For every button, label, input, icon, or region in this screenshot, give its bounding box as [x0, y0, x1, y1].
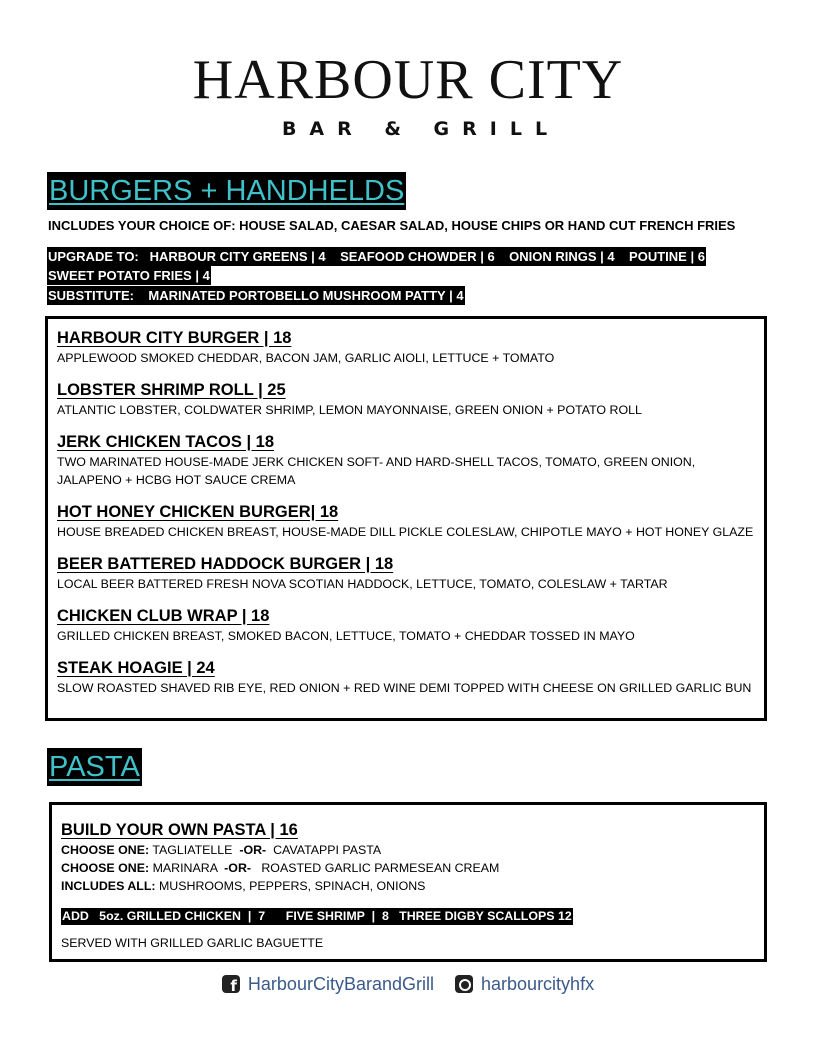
menu-item: [48, 605, 764, 645]
upgrade-line-2: SWEET POTATO FRIES | 4: [48, 268, 210, 283]
choice-option: ROASTED GARLIC PARMESEAN CREAM: [254, 861, 500, 875]
menu-item-title: LOBSTER SHRIMP ROLL | 25: [57, 381, 286, 399]
menu-item-description: SLOW ROASTED SHAVED RIB EYE, RED ONION + RED WINE DEMI TOPPED WITH CHEESE ON GRILLED GARLIC BUN: [57, 681, 752, 695]
menu-item: [48, 657, 764, 697]
facebook-handle: HarbourCityBarandGrill: [247, 974, 434, 995]
menu-item-description: HOUSE BREADED CHICKEN BREAST, HOUSE-MADE DILL PICKLE COLESLAW, CHIPOTLE MAYO + HOT HONEY GLAZE: [57, 525, 754, 539]
menu-item-description: APPLEWOOD SMOKED CHEDDAR, BACON JAM, GARLIC AIOLI, LETTUCE + TOMATO: [57, 351, 555, 365]
includes-label: INCLUDES ALL:: [61, 879, 156, 893]
menu-item-description: ATLANTIC LOBSTER, COLDWATER SHRIMP, LEMON MAYONNAISE, GREEN ONION + POTATO ROLL: [57, 403, 642, 417]
menu-item-title: JERK CHICKEN TACOS | 18: [57, 433, 275, 451]
menu-item: [48, 379, 764, 419]
instagram-icon: [455, 975, 473, 993]
burgers-menu-box: [45, 316, 767, 721]
section-heading-burgers: BURGERS + HANDHELDS: [47, 172, 406, 210]
pasta-item-title: BUILD YOUR OWN PASTA | 16: [61, 821, 298, 839]
instagram-handle: harbourcityhfx: [481, 974, 595, 995]
choice-option: TAGLIATELLE: [149, 843, 236, 857]
menu-item-description: LOCAL BEER BATTERED FRESH NOVA SCOTIAN HADDOCK, LETTUCE, TOMATO, COLESLAW + TARTAR: [57, 577, 668, 591]
facebook-icon: [222, 975, 240, 993]
choice-option: MARINARA: [149, 861, 221, 875]
menu-item-title: HOT HONEY CHICKEN BURGER| 18: [57, 503, 339, 521]
menu-item-title: BEER BATTERED HADDOCK BURGER | 18: [57, 555, 394, 573]
social-links: [0, 971, 816, 996]
menu-item: [48, 431, 764, 489]
pasta-includes: [61, 877, 755, 895]
restaurant-logo-subtitle: BAR & GRILL: [281, 118, 561, 140]
restaurant-logo-name: HARBOUR CITY: [192, 49, 624, 111]
section-heading-pasta: PASTA: [47, 748, 142, 786]
pasta-served-with: SERVED WITH GRILLED GARLIC BAGUETTE: [61, 936, 324, 950]
pasta-add-ons: ADD 5oz. GRILLED CHICKEN | 7 FIVE SHRIMP | 8 THREE DIGBY SCALLOPS 12: [62, 909, 572, 923]
or-label: -OR-: [220, 861, 255, 875]
pasta-menu-box: [49, 802, 767, 962]
substitute-line: SUBSTITUTE: MARINATED PORTOBELLO MUSHROOM PATTY | 4: [48, 288, 464, 303]
choice-option: CAVATAPPI PASTA: [269, 843, 382, 857]
instagram-link[interactable]: [455, 972, 594, 996]
upgrade-line-1: UPGRADE TO: HARBOUR CITY GREENS | 4 SEAFOOD CHOWDER | 6 ONION RINGS | 4 POUTINE | 6: [48, 249, 705, 264]
includes-note: INCLUDES YOUR CHOICE OF: HOUSE SALAD, CAESAR SALAD, HOUSE CHIPS OR HAND CUT FRENCH FRIES: [48, 218, 736, 233]
choice-label: CHOOSE ONE:: [61, 843, 150, 857]
menu-item-title: STEAK HOAGIE | 24: [57, 659, 215, 677]
choice-label: CHOOSE ONE:: [61, 861, 150, 875]
includes-value: MUSHROOMS, PEPPERS, SPINACH, ONIONS: [155, 879, 426, 893]
menu-item-title: CHICKEN CLUB WRAP | 18: [57, 607, 270, 625]
pasta-item: [52, 819, 764, 952]
menu-item-description: GRILLED CHICKEN BREAST, SMOKED BACON, LETTUCE, TOMATO + CHEDDAR TOSSED IN MAYO: [57, 629, 635, 643]
menu-item-description: TWO MARINATED HOUSE-MADE JERK CHICKEN SOFT- AND HARD-SHELL TACOS, TOMATO, GREEN ONION, JALAPENO + HCBG HOT SAUCE CREMA: [57, 455, 696, 487]
menu-item: [48, 327, 764, 367]
pasta-choice-1: [61, 841, 755, 859]
pasta-choice-2: [61, 859, 755, 877]
facebook-link[interactable]: [222, 972, 434, 996]
menu-item: [48, 501, 764, 541]
menu-item-title: HARBOUR CITY BURGER | 18: [57, 329, 292, 347]
or-label: -OR-: [235, 843, 270, 857]
menu-item: [48, 553, 764, 593]
